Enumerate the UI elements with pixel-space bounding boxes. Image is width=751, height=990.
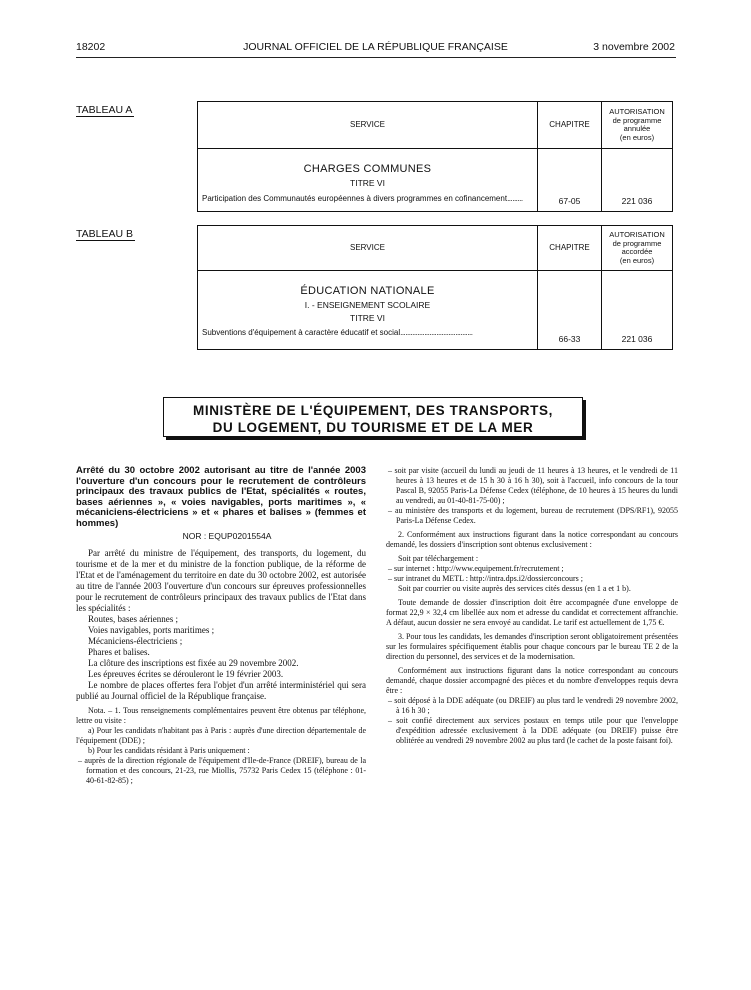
decree-title: Arrêté du 30 octobre 2002 autorisant au titre de l'année 2003 l'ouverture d'un concours pour le recrutement de contrôleurs principaux des travaux publics de l'Etat, spécialités « routes, bases aériennes », « voies navigables, ports maritimes », « mécaniciens-électriciens » et « phares et balises » (femmes et hommes) xyxy=(76,465,366,529)
table-a-label: TABLEAU A xyxy=(76,104,133,116)
note-paragraph: Toute demande de dossier d'inscription doit être accompagnée d'une enveloppe de format 22,9 × 32,4 cm libellée aux nom et adresse du candidat et correctement affranchie. A défaut, aucun dossier ne sera envoyé au candidat. Le tarif est actuellement de 1,75 €. xyxy=(386,598,678,627)
table-a-auth-3: annulée xyxy=(623,124,651,133)
table-a xyxy=(197,101,673,212)
paragraph: Les épreuves écrites se dérouleront le 19 février 2003. xyxy=(88,669,284,679)
table-a-row-chapitre: 67-05 xyxy=(538,149,602,212)
note-list-item: – auprès de la direction régionale de l'équipement d'Ile-de-France (DREIF), bureau de la formation et des concours, 21-23, rue Miollis, 75732 Paris Cedex 15 (téléphone : 01-40-61-82-85) ; xyxy=(78,756,366,785)
ministry-heading xyxy=(163,397,583,437)
table-a-body-service xyxy=(198,149,538,212)
note-paragraph: 3. Pour tous les candidats, les demandes d'inscription seront obligatoirement présentées sur les formulaires spécifiquement établis pour chaque concours par le bureau TE 2 de la direction du personnel, des services et de la modernisation. xyxy=(386,632,678,661)
table-a-header-service: SERVICE xyxy=(198,102,538,149)
note-paragraph: a) Pour les candidats n'habitant pas à Paris : auprès d'une direction départementale de l'équipement (DDE) ; xyxy=(76,726,366,745)
table-b-auth-1: AUTORISATION xyxy=(609,230,665,239)
note-list-item: – soit confié directement aux services postaux en temps utile pour que l'enveloppe d'expédition adressée exclusivement à la DDE adéquate (ou DREIF) puisse être oblitérée au vendredi 29 novembre 2002 au plus tard (le cachet de la poste faisant foi). xyxy=(388,716,678,745)
note-list-item: – au ministère des transports et du logement, bureau de recrutement (DPS/RF1), 92055 Paris-La Défense Cedex. xyxy=(388,506,678,525)
note-list-item: – soit par visite (accueil du lundi au jeudi de 11 heures à 13 heures, et le vendredi de 11 heures à 13 heures et de 15 h 30 à 16 h 30), soit à l'accueil, info concours de la tour Pascal B, 92055 Paris-La Défense Cedex (téléphone, de 10 heures à 15 heures du lundi au vendredi, au 01-40-81-75-00) ; xyxy=(388,466,678,505)
table-b-auth-2: de programme xyxy=(612,238,662,248)
table-a-auth-1: AUTORISATION xyxy=(609,107,665,116)
specialty-item: Routes, bases aériennes ; xyxy=(88,614,178,624)
table-b-header-service: SERVICE xyxy=(198,226,538,271)
paragraph: Par arrêté du ministre de l'équipement, des transports, du logement, du tourisme et de la mer et du ministre de la fonction publique, de la réforme de l'Etat et de l'aménagement du territoire en date du 30 octobre 2002, est autorisée au titre de l'année 2003 l'ouverture d'un concours sur épreuves professionnelles pour le recrutement de contrôleurs principaux des travaux publics de l'Etat dans les spécialités : xyxy=(76,548,366,613)
note-paragraph: Soit par téléchargement : xyxy=(398,554,479,563)
ministry-line-1: MINISTÈRE DE L'ÉQUIPEMENT, DES TRANSPORTS, xyxy=(193,403,553,418)
nor-reference: NOR : EQUP0201554A xyxy=(182,531,272,541)
table-a-auth-2: de programme xyxy=(612,115,662,125)
table-b-category: ÉDUCATION NATIONALE xyxy=(300,285,435,297)
table-a-row-label: Participation des Communautés européennes à divers programmes en cofinancement......... xyxy=(202,194,523,203)
table-b-row-amount: 221 036 xyxy=(602,271,673,350)
specialty-item: Mécaniciens-électriciens ; xyxy=(88,636,183,646)
note-paragraph: Soit par courrier ou visite auprès des services cités dessus (en 1 a et 1 b). xyxy=(398,584,631,593)
note-list-item: – sur internet : http://www.equipement.fr/recrutement ; xyxy=(388,564,564,573)
table-a-titre: TITRE VI xyxy=(350,178,385,188)
note-paragraph: Nota. – 1. Tous renseignements complémentaires peuvent être obtenus par téléphone, lettre ou visite : xyxy=(76,706,366,725)
note-paragraph: b) Pour les candidats résidant à Paris uniquement : xyxy=(88,746,250,755)
paragraph: La clôture des inscriptions est fixée au 29 novembre 2002. xyxy=(88,658,299,668)
table-b-header-autorisation xyxy=(602,226,673,271)
table-b-label: TABLEAU B xyxy=(76,228,133,240)
page-number: 18202 xyxy=(76,41,106,53)
table-b-titre: TITRE VI xyxy=(350,313,385,323)
table-b xyxy=(197,225,673,350)
specialty-item: Phares et balises. xyxy=(88,647,150,657)
table-a-header-chapitre: CHAPITRE xyxy=(538,102,602,149)
ministry-line-2: DU LOGEMENT, DU TOURISME ET DE LA MER xyxy=(212,420,534,435)
table-a-category: CHARGES COMMUNES xyxy=(303,163,432,175)
note-list-item: – soit déposé à la DDE adéquate (ou DREIF) au plus tard le vendredi 29 novembre 2002, à 16 h 30 ; xyxy=(388,696,678,715)
issue-date: 3 novembre 2002 xyxy=(593,41,675,53)
note-paragraph: 2. Conformément aux instructions figurant dans la notice correspondant au concours demandé, les dossiers d'inscription sont obtenus exclusivement : xyxy=(386,530,678,549)
journal-title: JOURNAL OFFICIEL DE LA RÉPUBLIQUE FRANÇAISE xyxy=(243,41,508,53)
paragraph: Le nombre de places offertes fera l'objet d'un arrêté interministériel qui sera publié au Journal officiel de la République française. xyxy=(76,680,366,701)
table-b-subcategory: I. - ENSEIGNEMENT SCOLAIRE xyxy=(304,300,431,310)
table-b-row-label: Subventions d'équipement à caractère éducatif et social.......................................... xyxy=(202,328,473,337)
table-a-header-autorisation xyxy=(602,102,673,149)
table-b-row-chapitre: 66-33 xyxy=(538,271,602,350)
specialty-item: Voies navigables, ports maritimes ; xyxy=(88,625,215,635)
table-b-auth-3: accordée xyxy=(621,247,653,256)
right-column xyxy=(386,466,678,746)
left-column xyxy=(76,466,366,786)
table-b-body-service xyxy=(198,271,538,350)
header-rule xyxy=(76,57,676,58)
note-list-item: – sur intranet du METL : http://intra.dps.i2/dossierconcours ; xyxy=(388,574,584,583)
note-paragraph: Conformément aux instructions figurant dans la notice correspondant au concours demandé, chaque dossier accompagné des pièces et du nombre d'enveloppes requis devra être : xyxy=(386,666,678,695)
table-a-auth-4: (en euros) xyxy=(619,132,655,142)
table-a-row-amount: 221 036 xyxy=(602,149,673,212)
table-b-auth-4: (en euros) xyxy=(619,255,655,265)
table-b-header-chapitre: CHAPITRE xyxy=(538,226,602,271)
